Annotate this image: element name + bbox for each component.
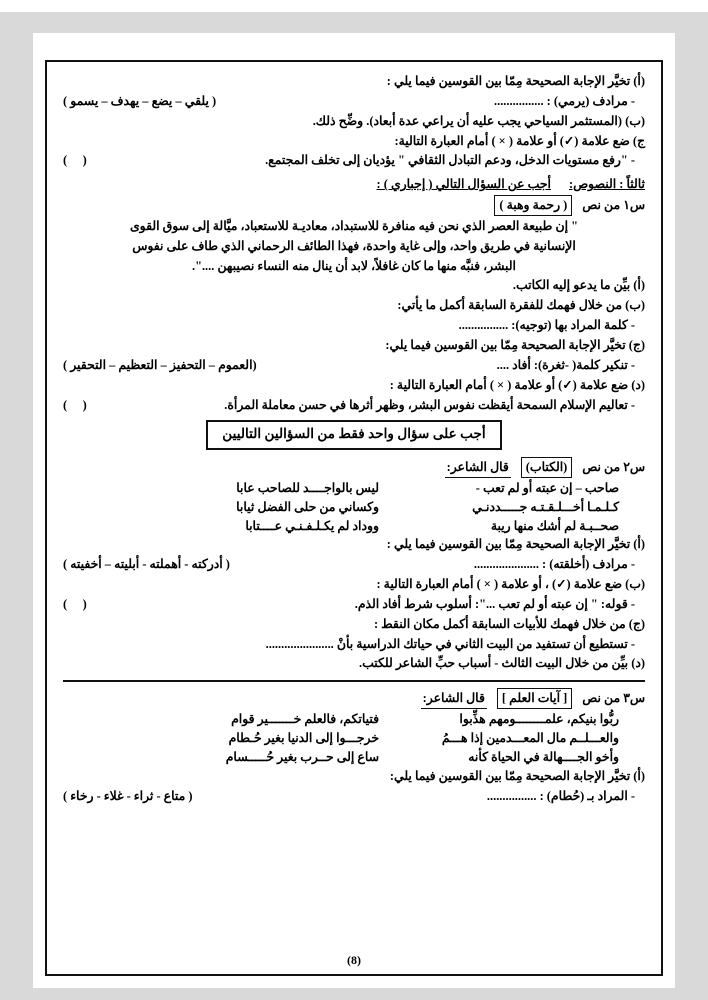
q3-part-a-options: ( متاع - ثراء - غلاء - رخاء ): [63, 788, 193, 803]
q2-verse-3: [63, 517, 645, 536]
q2-verse-2: [63, 498, 645, 517]
q2-part-d: (د) بيِّن من خلال البيت الثالث - أسباب حبِّ الشاعر للكتب.: [359, 656, 645, 671]
q2-verse-2-hemistich-a: كـلـمـا أخـــلـقـتـه جـــــددنـي: [472, 499, 619, 514]
paper-sheet: [33, 33, 675, 988]
section-a-item-c: [63, 151, 645, 170]
q2-verse-3-hemistich-b: ووداد لم يكـلـفـنـي عــــتابا: [245, 518, 379, 533]
q2-heading: [63, 457, 645, 478]
q2-part-a-item: [63, 555, 645, 574]
q3-part-a: (أ) تخيَّر الإجابة الصحيحة مِمّا بين القوسين فيما يلي:: [389, 768, 645, 783]
q1-part-c-options: (العموم – التحفيز – التعظيم – التحقير ): [63, 357, 257, 372]
page-border-frame: [45, 60, 663, 976]
q2-verse-3-hemistich-a: صحــبـة لم أشك منها ريبة: [490, 518, 619, 533]
choice-banner: أجب على سؤال واحد فقط من السؤالين التاليين: [206, 420, 501, 450]
section-a-item-1-options: ( يلقي – يضع – يهدف – يسمو ): [63, 93, 217, 108]
q1-title: ( رحمة وهبة ): [494, 195, 572, 216]
q2-verse-1-hemistich-a: صاحب – إن عبته أو لم تعب -: [475, 480, 619, 495]
section-a-item-c-text: - "رفع مستويات الدخل، ودعم التبادل الثقافي " يؤديان إلى تخلف المجتمع.: [265, 153, 635, 168]
q3-part-a-item-text: - المراد بـ (حُطام) : ................: [486, 788, 635, 803]
q2-part-b-item-text: - قوله: " إن عبته أو لم تعب ...": أسلوب شرط أفاد الذم.: [354, 596, 635, 611]
section-a-line-a: (أ) تخيَّر الإجابة الصحيحة مِمّا بين القوسين فيما يلي :: [386, 74, 645, 88]
q1-text-line-1: " إن طبيعة العصر الذي نحن فيه منافرة للاستبداد، معاديـة للاستعباد، ميَّالة إلى سوق القوى: [129, 218, 579, 233]
section-third-instruction: أجب عن السؤال التالي ( إجباري ) :: [376, 177, 551, 192]
section-a-item-1: [63, 92, 645, 111]
q1-part-d: (د) ضع علامة (✓) أو علامة ( × ) أمام العبارة التالية :: [389, 377, 645, 392]
q1-part-b: (ب) من خلال فهمك للفقرة السابقة أكمل ما يأتي:: [397, 298, 645, 313]
q1-part-d-item: [63, 396, 645, 415]
q3-verse-3-hemistich-a: وأخو الجــــهالة في الحياة كأنه: [468, 749, 619, 764]
q2-part-b-item: [63, 595, 645, 614]
q1-heading: [63, 195, 645, 216]
q2-part-a: (أ) تخيَّر الإجابة الصحيحة مِمّا بين القوسين فيما يلي :: [386, 537, 645, 552]
q2-verse-1: [63, 479, 645, 498]
q3-label: س٣ من نص: [582, 691, 645, 706]
q2-part-c: (ج) من خلال فهمك للأبيات السابقة أكمل مكان النقط :: [373, 616, 645, 631]
q3-verse-2: [63, 729, 645, 748]
q3-verse-1: [63, 710, 645, 729]
q2-verse-1-hemistich-b: ليس بالواجــــد للصاحب عابا: [236, 480, 379, 495]
section-a-line-b: (ب) (المستثمر السياحي يجب عليه أن يراعي عدة أبعاد). وضِّح ذلك.: [312, 113, 645, 128]
q3-said-label: قال الشاعر:: [421, 689, 487, 709]
section-a-line-c: ج) ضع علامة (✓) أو علامة ( × ) أمام العبارة التالية:: [394, 133, 645, 148]
q1-part-c: (ج) تخيَّر الإجابة الصحيحة مِمّا بين القوسين فيما يلي:: [385, 337, 645, 352]
q3-verse-3-hemistich-b: ساع إلى حــرب بغير حُـــــسام: [225, 749, 379, 764]
section-third-heading: [63, 175, 645, 194]
q1-text-line-3: البشر، فنبَّه منها ما كان غافلاً، لابد أن ينال منه النساء نصيبهن ....".: [191, 258, 517, 273]
q2-verse-2-hemistich-b: وكساني من حلى الفضل ثيابا: [236, 499, 379, 514]
q3-part-a-item: [63, 787, 645, 806]
q1-part-d-answer-box: ( ): [63, 397, 87, 412]
exam-content: [47, 62, 661, 974]
q1-part-c-item: [63, 356, 645, 375]
q2-part-a-options: ( أدركته - أهملته - أبليته – أخفيته ): [63, 557, 230, 572]
section-a-item-c-answer-box: ( ): [63, 153, 87, 168]
q2-part-b-answer-box: ( ): [63, 596, 87, 611]
q1-part-d-item-text: - تعاليم الإسلام السمحة أيقظت نفوس البشر، وظهر أثرها في حسن معاملة المرأة.: [224, 397, 635, 412]
section-third-label: ثالثاً : النصوص:: [568, 177, 645, 192]
q3-title: [ آيات العلم ]: [497, 688, 572, 709]
q2-title: (الكتاب): [521, 457, 573, 478]
q3-verse-1-hemistich-a: ربُّوا بنيكم، علمــــــــومهم هذِّبوا: [459, 712, 619, 727]
q2-part-a-item-text: - مرادف (أخلقته) : .....................: [473, 557, 635, 572]
q3-verse-2-hemistich-b: خرجـــوا إلى الدنيا بغير حُـطام: [228, 730, 379, 745]
section-a-item-1-text: - مرادف (يرمي) : ................: [494, 93, 635, 108]
q1-label: س١ من نص: [582, 198, 645, 213]
q2-label: س٢ من نص: [582, 460, 645, 474]
top-white-strip: [0, 0, 708, 12]
q3-verse-2-hemistich-a: والعـــلــم مال المعـــدمين إذا هـــمُ: [441, 730, 619, 745]
q1-text-line-2: الإنسانية في طريق واحد، وإلى غاية واحدة، فهذا الطائف الرحماني الذي طاف على نفوس: [132, 238, 576, 253]
q2-part-c-item: - تستطيع أن تستفيد من البيت الثاني في حياتك الدراسية بأنْ ......................: [265, 636, 635, 651]
q2-part-b: (ب) ضع علامة (✓) ، أو علامة ( × ) أمام العبارة التالية :: [376, 577, 645, 592]
page-number: (8): [347, 953, 361, 967]
q1-part-c-item-text: - تنكير كلمة( -ثغرة): أفاد ....: [496, 357, 635, 372]
q3-verse-1-hemistich-b: فتياتكم، فالعلم خـــــــير قوام: [231, 712, 379, 727]
q3-heading: [63, 688, 645, 709]
q1-part-a: (أ) بيِّن ما يدعو إليه الكاتب.: [512, 278, 645, 293]
q2-said-label: قال الشاعر:: [445, 458, 511, 478]
section-divider: [63, 680, 645, 682]
q1-part-b-item: - كلمة المراد بها (توجيه): ................: [458, 318, 635, 333]
q3-verse-3: [63, 748, 645, 767]
